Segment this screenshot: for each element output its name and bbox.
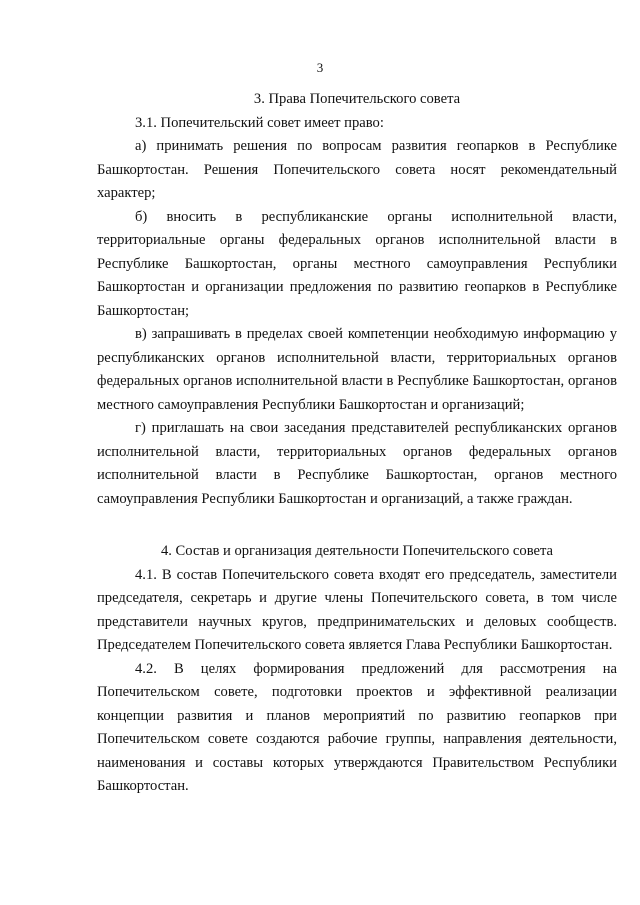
section-rights xyxy=(97,88,617,511)
section-title-composition: 4. Состав и организация деятельности Попечительского совета xyxy=(160,543,554,559)
section-composition xyxy=(97,540,617,799)
section-intro-paragraph: 3.1. Попечительский совет имеет право: xyxy=(135,114,384,131)
right-item-g: г) приглашать на свои заседания представителей республиканских органов исполнительной власти, территориальных органов федеральных органов исполнительной власти в Республике Башкортостан, органов местного самоуправления Республики Башкортостан и организаций, а также граждан. xyxy=(97,420,617,507)
paragraph-4-2: 4.2. В целях формирования предложений для рассмотрения на Попечительском совете, подготовки проектов и эффективной реализации концепции развития и планов мероприятий по развитию геопарков при Попечительском совете создаются рабочие группы, направления деятельности, наименования и составы которых утверждаются Правительством Республики Башкортостан. xyxy=(97,660,617,794)
right-item-v: в) запрашивать в пределах своей компетенции необходимую информацию у республиканских органов исполнительной власти, территориальных органов федеральных органов исполнительной власти в Республике Башкортостан, органов местного самоуправления Республики Башкортостан и организаций; xyxy=(97,326,617,413)
right-item-a: а) принимать решения по вопросам развития геопарков в Республике Башкортостан. Решения Попечительского совета носят рекомендательный характер; xyxy=(97,138,617,201)
right-item-b: б) вносить в республиканские органы исполнительной власти, территориальные органы федеральных органов исполнительной власти в Республике Башкортостан, органы местного самоуправления Республики Башкортостан и организации предложения по развитию геопарков в Республике Башкортостан; xyxy=(97,208,617,319)
page-number: 3 xyxy=(316,60,324,75)
section-title-rights: 3. Права Попечительского совета xyxy=(253,91,461,107)
paragraph-4-1: 4.1. В состав Попечительского совета входят его председатель, заместители председателя, секретарь и другие члены Попечительского совета, в том числе представители научных кругов, предпринимательских и деловых сообществ. Председателем Попечительского совета является Глава Республики Башкортостан. xyxy=(97,566,617,653)
